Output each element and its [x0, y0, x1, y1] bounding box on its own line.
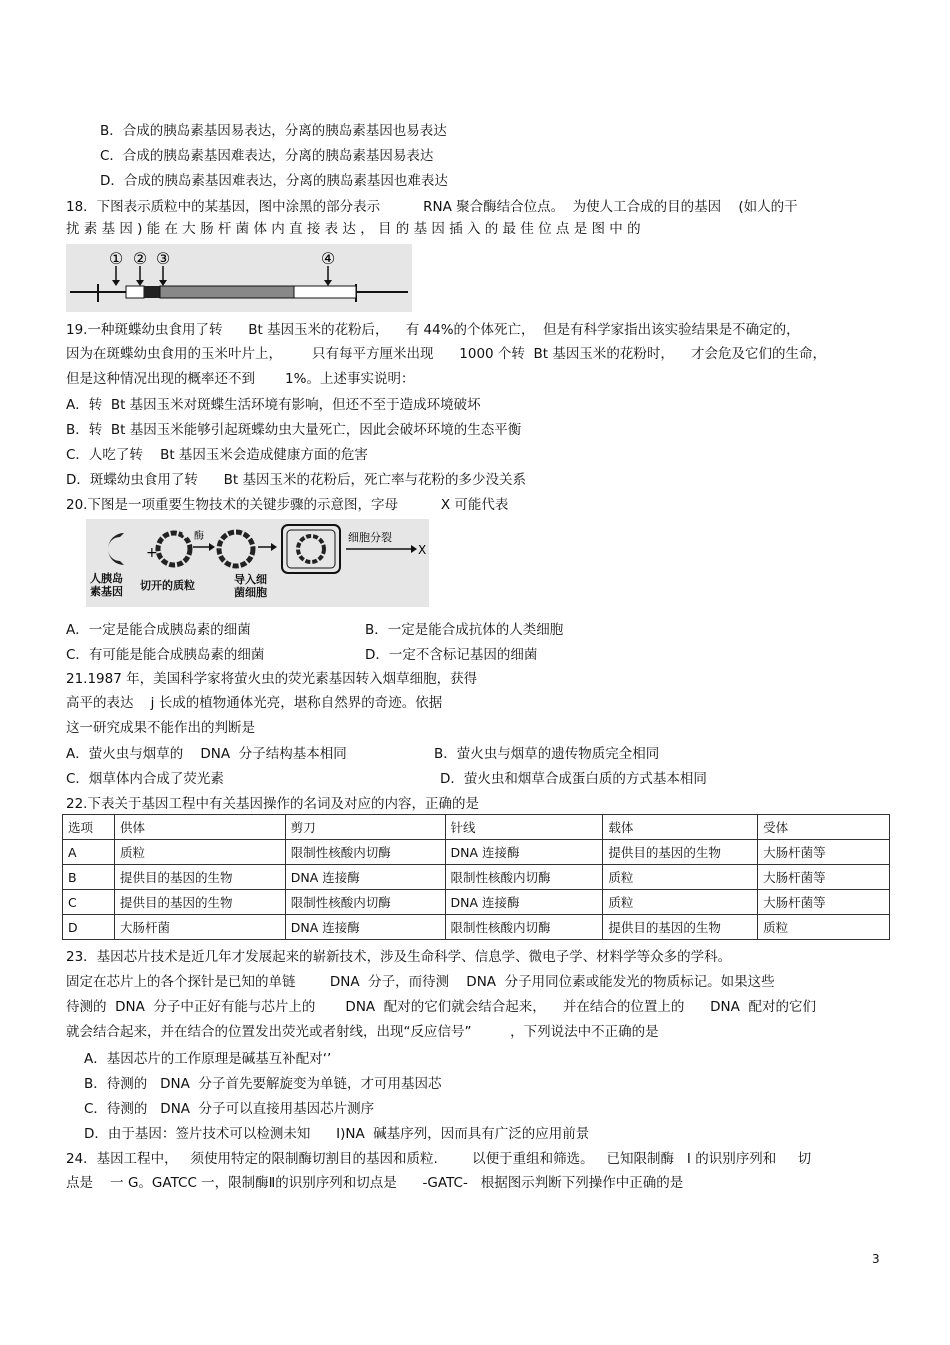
cut-plasmid — [158, 531, 190, 565]
q21-stem-line3: 这一研究成果不能作出的判断是 — [66, 720, 255, 736]
recombinant-plasmid — [219, 532, 253, 566]
site-marker-4 — [321, 249, 335, 286]
promoter-block — [144, 286, 160, 298]
table-cell: DNA 连接酶 — [445, 840, 603, 865]
header-cell: 受体 — [758, 815, 890, 840]
q20-option-b: B．一定是能合成抗体的人类细胞 — [365, 622, 564, 638]
q17-option-b: B．合成的胰岛素基因易表达，分离的胰岛素基因也易表达 — [100, 123, 447, 139]
table-cell: 大肠杆菌等 — [758, 865, 890, 890]
q19-option-c: C．人吃了转 Bt 基因玉米会造成健康方面的危害 — [66, 447, 368, 463]
table-cell: 大肠杆菌 — [114, 915, 285, 940]
table-cell: 大肠杆菌等 — [758, 840, 890, 865]
arrow-icon — [271, 543, 277, 551]
table-cell: D — [63, 915, 115, 940]
arrow-icon — [411, 545, 417, 553]
plasmid-in-cell — [298, 536, 324, 562]
site-marker-3 — [156, 249, 170, 286]
q23-option-c: C．待测的 DNA 分子可以直接用基因芯片测序 — [84, 1101, 375, 1117]
header-cell: 针线 — [445, 815, 603, 840]
q23-stem-line3: 待测的 DNA 分子中正好有能与芯片上的 DNA 配对的它们就会结合起来， 并在结合的位置上的 DNA 配对的它们 — [66, 999, 816, 1015]
recombinant-dna-figure — [86, 519, 429, 607]
table-header-row — [63, 815, 890, 840]
transfer-into-bacteria-label: 导入细 菌细胞 — [234, 573, 267, 599]
gene-engineering-table — [62, 814, 890, 940]
x-label: X — [418, 543, 427, 557]
plasmid-gene-figure — [66, 244, 412, 312]
table-cell: 提供目的基因的生物 — [603, 915, 758, 940]
arrow-icon — [209, 543, 215, 551]
q23-stem-line2: 固定在芯片上的各个探针是已知的单链 DNA 分子，而待测 DNA 分子用同位素或能发光的物质标记。如果这些 — [66, 974, 775, 990]
q23-option-a: A．基因芯片的工作原理是碱基互补配对‘’ — [84, 1051, 332, 1067]
q19-option-b: B．转 Bt 基因玉米能够引起斑蝶幼虫大量死亡，因此会破坏环境的生态平衡 — [66, 422, 522, 438]
q22-stem: 22.下表关于基因工程中有关基因操作的名词及对应的内容，正确的是 — [66, 796, 479, 812]
table-cell: 提供目的基因的生物 — [114, 865, 285, 890]
table-row — [63, 840, 890, 865]
site-marker-2 — [133, 249, 147, 286]
q19-option-d: D．斑蝶幼虫食用了转 Bt 基因玉米的花粉后，死亡率与花粉的多少没关系 — [66, 472, 526, 488]
table-cell: DNA 连接酶 — [445, 890, 603, 915]
q19-stem-line1: 19.一种斑蝶幼虫食用了转 Bt 基因玉米的花粉后， 有 44%的个体死亡， 但是有科学家指出该实验结果是不确定的， — [66, 322, 800, 338]
site-2-label: ② — [132, 249, 148, 268]
q19-stem-line3: 但是这种情况出现的概率还不到 1%。上述事实说明： — [66, 371, 415, 387]
table-cell: DNA 连接酶 — [285, 865, 445, 890]
q23-stem-line4: 就会结合起来，并在结合的位置发出荧光或者射线，出现“反应信号” ，下列说法中不正确的是 — [66, 1024, 659, 1040]
table-cell: DNA 连接酶 — [285, 915, 445, 940]
header-cell: 供体 — [114, 815, 285, 840]
table-cell: 限制性核酸内切酶 — [285, 840, 445, 865]
q17-option-d: D．合成的胰岛素基因难表达，分离的胰岛素基因也难表达 — [100, 173, 448, 189]
q20-option-d: D．一定不含标记基因的细菌 — [365, 647, 538, 663]
site-marker-1 — [109, 249, 123, 286]
q18-stem-line2: 扰 素 基 因 ) 能 在 大 肠 杆 菌 体 内 直 接 表 达 ， 目 的 基 因 插 入 的 最 佳 位 点 是 图 中 的 — [66, 221, 641, 237]
insulin-gene-fragment — [108, 533, 124, 565]
table-cell: 质粒 — [603, 890, 758, 915]
q24-stem-line2: 点是 一 G。GATCC 一，限制酶Ⅱ的识别序列和切点是 -GATC- 根据图示判断下列操作中正确的是 — [66, 1175, 684, 1191]
table-cell: A — [63, 840, 115, 865]
header-cell: 载体 — [603, 815, 758, 840]
q24-stem-line1: 24．基因工程中， 须使用特定的限制酶切割目的基因和质粒. 以便于重组和筛选。 已知限制酶 I 的识别序列和 切 — [66, 1151, 812, 1167]
table-cell: 限制性核酸内切酶 — [445, 915, 603, 940]
site-4-label: ④ — [320, 249, 336, 268]
q21-option-c: C．烟草体内合成了荧光素 — [66, 771, 224, 787]
cut-plasmid-label: 切开的质粒 — [140, 579, 195, 592]
cell-division-label: 细胞分裂 — [348, 531, 392, 544]
table-row — [63, 915, 890, 940]
site-3-label: ③ — [155, 249, 171, 268]
table-cell: 大肠杆菌等 — [758, 890, 890, 915]
q23-option-b: B．待测的 DNA 分子首先要解旋变为单链，才可用基因芯 — [84, 1076, 442, 1092]
q21-stem-line2: 高平的表达 j 长成的植物通体光亮，堪称自然界的奇迹。依据 — [66, 695, 443, 711]
table-cell: 质粒 — [114, 840, 285, 865]
gene-coding-block — [160, 286, 294, 298]
q21-option-a: A．萤火虫与烟草的 DNA 分子结构基本相同 — [66, 746, 347, 762]
q21-option-b: B．萤火虫与烟草的遗传物质完全相同 — [434, 746, 660, 762]
table-cell: 限制性核酸内切酶 — [445, 865, 603, 890]
site-1-label: ① — [108, 249, 124, 268]
table-row — [63, 890, 890, 915]
table-cell: C — [63, 890, 115, 915]
table-cell: B — [63, 865, 115, 890]
q21-stem-line1: 21.1987 年，美国科学家将萤火虫的荧光素基因转入烟草细胞，获得 — [66, 671, 478, 687]
header-cell: 剪刀 — [285, 815, 445, 840]
q17-option-c: C．合成的胰岛素基因难表达，分离的胰岛素基因易表达 — [100, 148, 434, 164]
q23-option-d: D．由于基因：签片技术可以检测未知 I)NA 碱基序列，因而具有广泛的应用前景 — [84, 1126, 590, 1142]
plasmid-gene-diagram — [66, 244, 412, 312]
insulin-gene-label: 人胰岛 素基因 — [90, 572, 123, 598]
q19-stem-line2: 因为在斑蝶幼虫食用的玉米叶片上， 只有每平方厘米出现 1000 个转 Bt 基因玉米的花粉时， 才会危及它们的生命， — [66, 346, 827, 362]
table-cell: 提供目的基因的生物 — [114, 890, 285, 915]
table-cell: 限制性核酸内切酶 — [285, 890, 445, 915]
q18-stem-line1: 18．下图表示质粒中的某基因，图中涂黑的部分表示 RNA 聚合酶结合位点。 为使人工合成的目的基因 (如人的干 — [66, 199, 798, 215]
q20-option-a: A．一定是能合成胰岛素的细菌 — [66, 622, 251, 638]
q21-option-d: D．萤火虫和烟草合成蛋白质的方式基本相同 — [440, 771, 707, 787]
enzyme-label: 酶 — [194, 531, 204, 542]
bacterial-cell — [282, 525, 340, 573]
table-row — [63, 865, 890, 890]
plus-sign: + — [146, 545, 158, 561]
header-cell: 选项 — [63, 815, 115, 840]
table-cell: 提供目的基因的生物 — [603, 840, 758, 865]
q20-stem: 20.下图是一项重要生物技术的关键步骤的示意图，字母 X 可能代表 — [66, 497, 509, 513]
page-number: 3 — [872, 1252, 880, 1266]
q19-option-a: A．转 Bt 基因玉米对斑蝶生活环境有影响，但还不至于造成环境破坏 — [66, 397, 481, 413]
q20-option-c: C．有可能是能合成胰岛素的细菌 — [66, 647, 265, 663]
table-cell: 质粒 — [603, 865, 758, 890]
q23-stem-line1: 23．基因芯片技术是近几年才发展起来的崭新技术，涉及生命科学、信息学、微电子学、材料学等众多的学科。 — [66, 949, 732, 965]
table-cell: 质粒 — [758, 915, 890, 940]
